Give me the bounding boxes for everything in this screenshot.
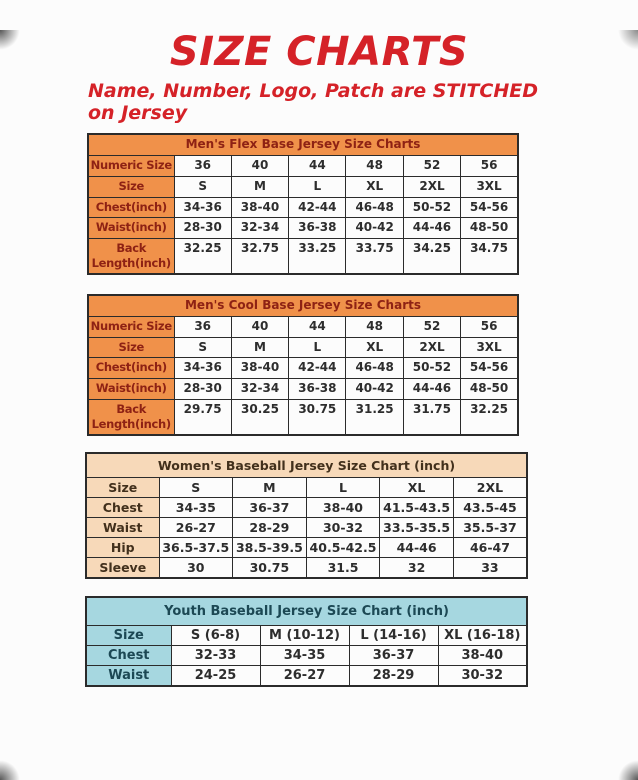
row-label: Hip [86,537,159,557]
size-value-cell: 54-56 [461,197,518,218]
size-value-cell: 3XL [461,177,518,198]
row-label: Size [88,337,174,358]
youth-baseball-grid [85,596,528,687]
size-value-cell: 43.5-45 [453,497,527,517]
page-title: SIZE CHARTS [169,29,469,75]
table-row [88,156,518,177]
size-value-cell: 41.5-43.5 [380,497,454,517]
size-value-cell: 31.75 [403,399,460,434]
size-value-cell: L (14-16) [349,625,438,645]
table-row [86,645,527,665]
size-value-cell: 31.25 [346,399,403,434]
table-row [88,238,518,273]
size-value-cell: 33.5-35.5 [380,517,454,537]
table-row [86,537,527,557]
size-value-cell: 33 [453,557,527,578]
row-label: Size [86,477,159,497]
size-value-cell: 52 [403,156,460,177]
size-value-cell: S [159,477,233,497]
size-value-cell: 28-30 [174,218,231,239]
table-row [88,197,518,218]
size-value-cell: 40-42 [346,218,403,239]
size-value-cell: 48 [346,317,403,338]
size-value-cell: 44-46 [380,537,454,557]
size-value-cell: 54-56 [461,358,518,379]
size-value-cell: 44-46 [403,379,460,400]
size-value-cell: 32-34 [231,379,288,400]
size-value-cell: 32.75 [231,238,288,273]
row-label: Back Length(inch) [88,399,174,434]
size-value-cell: 32-34 [231,218,288,239]
size-value-cell: 44 [289,317,346,338]
size-value-cell: 30.75 [233,557,307,578]
size-value-cell: 46-48 [346,197,403,218]
size-value-cell: XL (16-18) [438,625,527,645]
row-label: Size [86,625,171,645]
row-label: Chest [86,497,159,517]
size-value-cell: 38-40 [306,497,380,517]
size-value-cell: 56 [461,317,518,338]
size-value-cell: 28-29 [349,665,438,686]
size-value-cell: 32.25 [461,399,518,434]
size-value-cell: 34-35 [159,497,233,517]
size-value-cell: 40 [231,317,288,338]
row-label: Chest(inch) [88,358,174,379]
size-value-cell: L [306,477,380,497]
row-label: Waist(inch) [88,218,174,239]
size-value-cell: XL [380,477,454,497]
size-value-cell: 29.75 [174,399,231,434]
mens-flex-base-size-table [87,133,638,275]
size-value-cell: 30-32 [438,665,527,686]
size-value-cell: 36 [174,317,231,338]
size-value-cell: 34-35 [260,645,349,665]
size-value-cell: 32.25 [174,238,231,273]
size-value-cell: 28-30 [174,379,231,400]
size-value-cell: 30 [159,557,233,578]
size-value-cell: 35.5-37 [453,517,527,537]
size-value-cell: 2XL [403,177,460,198]
table-row [88,399,518,434]
photo-corner-artifact [0,30,20,50]
size-value-cell: 52 [403,317,460,338]
table-row [88,358,518,379]
size-value-cell: 46-48 [346,358,403,379]
size-value-cell: 46-47 [453,537,527,557]
table-row [88,379,518,400]
size-value-cell: 26-27 [159,517,233,537]
size-value-cell: 38-40 [231,197,288,218]
size-value-cell: M [231,177,288,198]
size-value-cell: 48-50 [461,218,518,239]
youth-baseball-table-title: Youth Baseball Jersey Size Chart (inch) [86,597,527,626]
row-label: Chest(inch) [88,197,174,218]
size-value-cell: 36-37 [349,645,438,665]
womens-baseball-size-table [85,452,638,579]
row-label: Waist(inch) [88,379,174,400]
table-row [88,218,518,239]
size-value-cell: S [174,337,231,358]
mens-cool-base-size-table [87,294,638,436]
table-row [88,177,518,198]
row-label: Numeric Size [88,317,174,338]
size-value-cell: 56 [461,156,518,177]
row-label: Waist [86,517,159,537]
size-value-cell: 30.25 [231,399,288,434]
size-value-cell: 32-33 [171,645,260,665]
size-value-cell: 30.75 [289,399,346,434]
size-value-cell: 34-36 [174,197,231,218]
size-value-cell: 36.5-37.5 [159,537,233,557]
size-value-cell: S (6-8) [171,625,260,645]
womens-baseball-grid [85,452,528,579]
size-value-cell: M [233,477,307,497]
size-value-cell: 36-38 [289,379,346,400]
row-label: Waist [86,665,171,686]
size-chart-page [0,30,638,780]
size-value-cell: 31.5 [306,557,380,578]
mens-flex-base-grid [87,133,519,275]
size-value-cell: 34.25 [403,238,460,273]
size-value-cell: XL [346,177,403,198]
row-label: Numeric Size [88,156,174,177]
table-row [88,317,518,338]
size-value-cell: 40-42 [346,379,403,400]
size-value-cell: 24-25 [171,665,260,686]
size-value-cell: S [174,177,231,198]
size-value-cell: 36 [174,156,231,177]
mens-flex-base-table-title: Men's Flex Base Jersey Size Charts [88,134,518,156]
size-value-cell: 2XL [403,337,460,358]
page-subtitle: Name, Number, Logo, Patch are STITCHED on Jersey [88,80,538,125]
size-value-cell: 44 [289,156,346,177]
size-value-cell: 26-27 [260,665,349,686]
table-row [86,477,527,497]
size-value-cell: M [231,337,288,358]
size-value-cell: 50-52 [403,197,460,218]
size-value-cell: 2XL [453,477,527,497]
row-label: Back Length(inch) [88,238,174,273]
size-value-cell: 3XL [461,337,518,358]
mens-cool-base-table-title: Men's Cool Base Jersey Size Charts [88,295,518,317]
size-value-cell: 40.5-42.5 [306,537,380,557]
photo-corner-artifact [618,760,638,780]
size-value-cell: 34-36 [174,358,231,379]
table-row [86,517,527,537]
row-label: Chest [86,645,171,665]
size-value-cell: 48-50 [461,379,518,400]
size-value-cell: 38-40 [438,645,527,665]
table-row [86,557,527,578]
size-value-cell: 36-38 [289,218,346,239]
size-value-cell: 38.5-39.5 [233,537,307,557]
row-label: Sleeve [86,557,159,578]
size-value-cell: 36-37 [233,497,307,517]
size-value-cell: 33.25 [289,238,346,273]
size-value-cell: 40 [231,156,288,177]
size-value-cell: 48 [346,156,403,177]
table-row [86,625,527,645]
size-value-cell: M (10-12) [260,625,349,645]
size-value-cell: 38-40 [231,358,288,379]
table-row [86,665,527,686]
mens-cool-base-grid [87,294,519,436]
youth-baseball-size-table [85,596,638,687]
table-row [88,337,518,358]
size-value-cell: 42-44 [289,358,346,379]
size-value-cell: 28-29 [233,517,307,537]
photo-corner-artifact [0,760,20,780]
size-value-cell: L [289,177,346,198]
womens-baseball-table-title: Women's Baseball Jersey Size Chart (inch) [86,453,527,478]
size-value-cell: XL [346,337,403,358]
table-row [86,497,527,517]
size-value-cell: 33.75 [346,238,403,273]
size-value-cell: 44-46 [403,218,460,239]
size-value-cell: 30-32 [306,517,380,537]
photo-corner-artifact [618,30,638,50]
size-value-cell: 32 [380,557,454,578]
size-value-cell: 42-44 [289,197,346,218]
size-value-cell: L [289,337,346,358]
size-value-cell: 50-52 [403,358,460,379]
row-label: Size [88,177,174,198]
size-value-cell: 34.75 [461,238,518,273]
